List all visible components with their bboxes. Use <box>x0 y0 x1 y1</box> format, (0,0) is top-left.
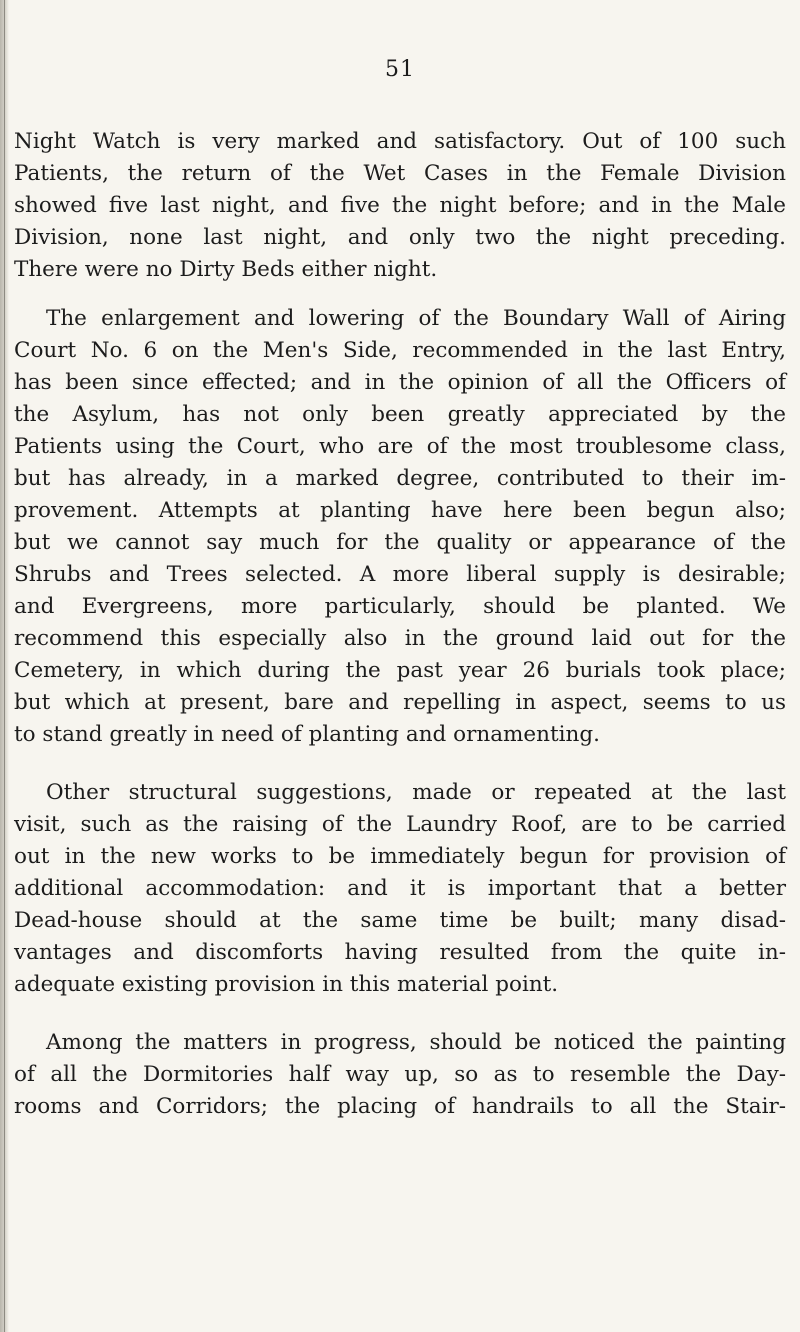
text-line: to stand greatly in need of planting and ornamenting. <box>14 722 600 747</box>
text-line: Cemetery, in which during the past year 26 burials took place; <box>14 658 786 683</box>
text-line: Court No. 6 on the Men's Side, recommended in the last Entry, <box>14 338 786 363</box>
text-line: but we cannot say much for the quality or appearance of the <box>14 530 786 555</box>
text-line: recommend this especially also in the ground laid out for the <box>14 626 786 651</box>
text-line: vantages and discomforts having resulted from the quite in- <box>14 940 786 965</box>
text-line: rooms and Corridors; the placing of handrails to all the Stair- <box>14 1094 786 1119</box>
text-line: Patients using the Court, who are of the most troublesome class, <box>14 434 786 459</box>
text-line: Dead-house should at the same time be built; many disad- <box>14 908 786 933</box>
text-line: adequate existing provision in this material point. <box>14 972 559 997</box>
text-line: showed five last night, and five the night before; and in the Male <box>14 193 786 218</box>
text-line: and Evergreens, more particularly, should be planted. We <box>14 594 786 619</box>
text-line: The enlargement and lowering of the Boundary Wall of Airing <box>46 306 786 331</box>
text-line: Shrubs and Trees selected. A more liberal supply is desirable; <box>14 562 786 587</box>
text-line: Night Watch is very marked and satisfactory. Out of 100 such <box>14 129 786 154</box>
text-line: Among the matters in progress, should be noticed the painting <box>46 1030 786 1055</box>
text-line: visit, such as the raising of the Laundry Roof, are to be carried <box>14 812 786 837</box>
text-line: provement. Attempts at planting have here been begun also; <box>14 498 786 523</box>
text-line: has been since effected; and in the opinion of all the Officers of <box>14 370 786 395</box>
text-line: out in the new works to be immediately begun for provision of <box>14 844 786 869</box>
text-line: but which at present, bare and repelling in aspect, seems to us <box>14 690 786 715</box>
text-line: the Asylum, has not only been greatly appreciated by the <box>14 402 786 427</box>
text-line: additional accommodation: and it is important that a better <box>14 876 786 901</box>
page-number: 51 <box>385 57 415 82</box>
text-line: Other structural suggestions, made or repeated at the last <box>46 780 786 805</box>
text-line: Division, none last night, and only two the night preceding. <box>14 225 786 250</box>
gutter-edge-line <box>4 0 5 1332</box>
text-line: There were no Dirty Beds either night. <box>14 257 438 282</box>
text-line: but has already, in a marked degree, contributed to their im- <box>14 466 786 491</box>
text-line: of all the Dormitories half way up, so as to resemble the Day- <box>14 1062 786 1087</box>
text-line: Patients, the return of the Wet Cases in the Female Division <box>14 161 786 186</box>
